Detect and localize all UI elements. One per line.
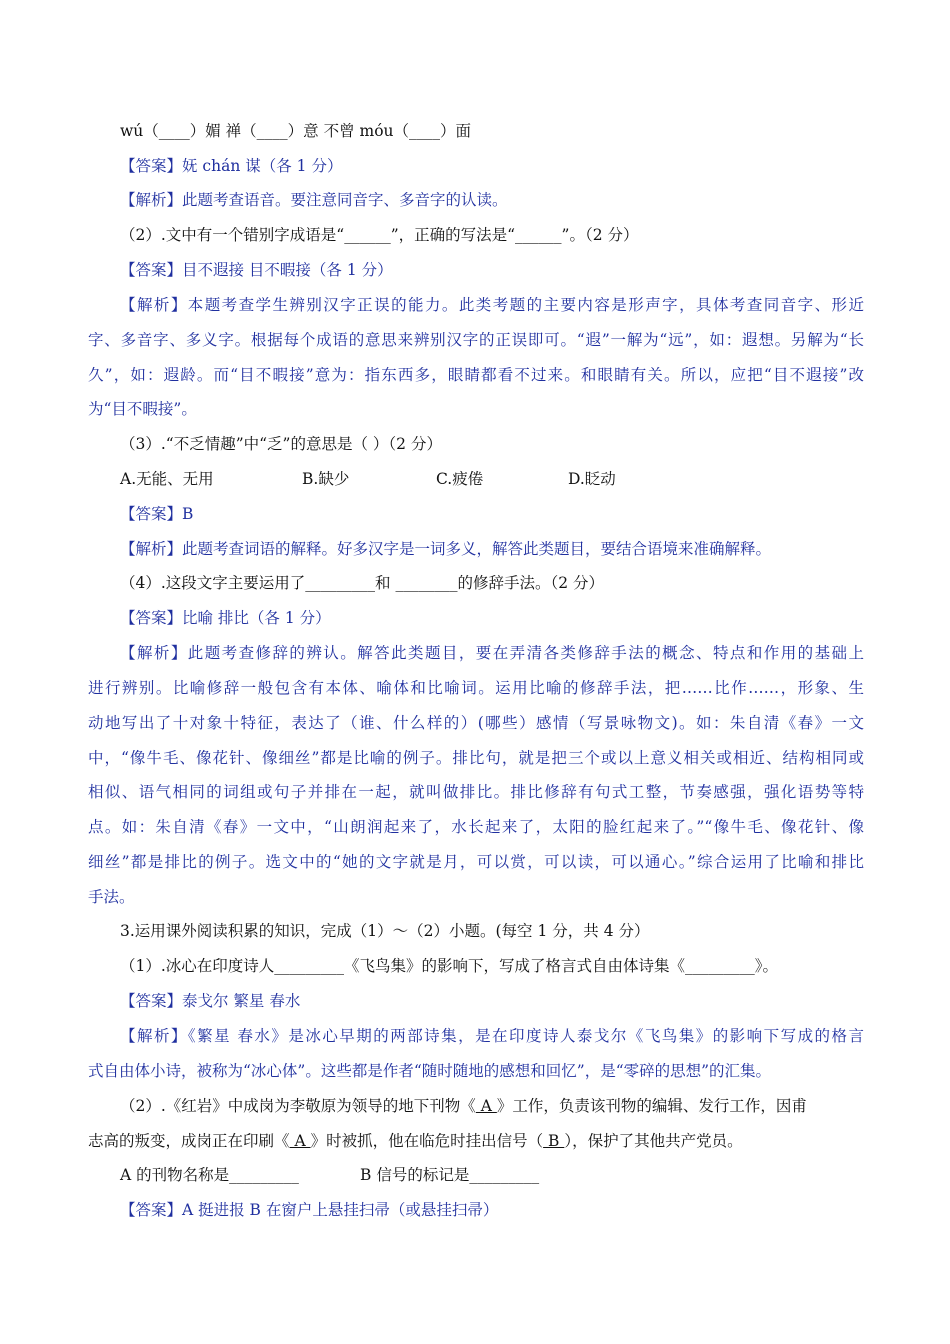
option-a: A.无能、无用 (120, 470, 214, 488)
analysis-line: 进行辨别。比喻修辞一般包含有本体、喻体和比喻词。运用比喻的修辞手法，把……比作……，形象、生 (88, 679, 864, 697)
analysis-line: 点。如：朱自清《春》一文中，“山朗润起来了，水长起来了，太阳的脸红起来了。”“像牛毛、像花针、像 (88, 818, 864, 836)
analysis-line: 手法。 (88, 888, 135, 906)
analysis-line: 字、多音字、多义字。根据每个成语的意思来辨别汉字的正误即可。“遐”一解为“远”，如：遐想。另解为“长 (88, 331, 864, 349)
question-3-line: （3）.“不乏情趣”中“乏”的意思是（ ）（2 分） (120, 435, 442, 453)
analysis-line: 【解析】此题考查词语的解释。好多汉字是一词多义，解答此类题目，要结合语境来准确解释。 (120, 540, 772, 558)
blank-a: A (475, 1097, 497, 1115)
answer-line: 【答案】目不遐接 目不暇接（各 1 分） (120, 261, 393, 279)
question-2-line: （2）.文中有一个错别字成语是“______”，正确的写法是“______”。（2 分） (120, 226, 639, 244)
analysis-line: 【解析】此题考查语音。要注意同音字、多音字的认读。 (120, 191, 508, 209)
analysis-line: 为“目不暇接”。 (88, 400, 197, 418)
answer-line: 【答案】妩 chán 谋（各 1 分） (120, 157, 343, 175)
question-3-2-line (120, 1096, 864, 1116)
analysis-line: 相似、语气相同的词组或句子并排在一起，就叫做排比。排比修辞有句式工整，节奏感强，强化语势等特 (88, 783, 864, 801)
question-text: ），保护了其他共产党员。 (564, 1132, 743, 1150)
option-d: D.眨动 (568, 470, 616, 488)
analysis-line: 式自由体小诗，被称为“冰心体”。这些都是作者“随时随地的感想和回忆”，是“零碎的思想”的汇集。 (88, 1062, 772, 1080)
blank-a: A (289, 1132, 311, 1150)
answer-line: 【答案】比喻 排比（各 1 分） (120, 609, 331, 627)
analysis-line: 中，“像牛毛、像花针、像细丝”都是比喻的例子。排比句，就是把三个或以上意义相关或相近、结构相同或 (88, 749, 864, 767)
blank-b: B (543, 1132, 565, 1150)
analysis-line: 动地写出了十对象十特征，表达了（谁、什么样的）(哪些）感情（写景咏物文)。如：朱自清《春》一文 (88, 714, 864, 732)
question-pinyin-line: wú（____）媚 禅（____）意 不曾 móu（____）面 (120, 122, 472, 140)
answer-line: 【答案】泰戈尔 繁星 春水 (120, 992, 301, 1010)
analysis-line: 【解析】本题考查学生辨别汉字正误的能力。此类考题的主要内容是形声字，具体考查同音字、形近 (120, 296, 864, 314)
section-3-heading: 3.运用课外阅读积累的知识，完成（1）～（2）小题。(每空 1 分，共 4 分） (120, 922, 650, 940)
question-text: 》工作，负责该刊物的编辑、发行工作，因甫 (496, 1097, 807, 1115)
analysis-line: 【解析】《繁星 春水》是冰心早期的两部诗集，是在印度诗人泰戈尔《飞鸟集》的影响下写成的格言 (120, 1027, 864, 1045)
question-text: 志高的叛变，成岗正在印刷《 (88, 1132, 290, 1150)
question-text: （2）.《红岩》中成岗为李敬原为领导的地下刊物《 (120, 1097, 476, 1115)
analysis-line: 【解析】此题考查修辞的辨认。解答此类题目，要在弄清各类修辞手法的概念、特点和作用的基础上 (120, 644, 864, 662)
blank-a-prompt: A 的刊物名称是_________ (120, 1166, 299, 1184)
answer-line: 【答案】B (120, 505, 194, 523)
analysis-line: 久”，如：遐龄。而“目不暇接”意为：指东西多，眼睛都看不过来。和眼睛有关。所以，应把“目不遐接”改 (88, 366, 864, 384)
question-text: 》时被抓，他在临危时挂出信号（ (310, 1132, 544, 1150)
question-3-2-line (88, 1131, 864, 1151)
analysis-line: 细丝”都是排比的例子。选文中的“她的文字就是月，可以赏，可以读，可以通心。”综合运用了比喻和排比 (88, 853, 864, 871)
option-b: B.缺少 (302, 470, 350, 488)
option-c: C.疲倦 (436, 470, 484, 488)
question-4-line: （4）.这段文字主要运用了_________和 ________的修辞手法。（2 分） (120, 574, 605, 592)
blank-b-prompt: B 信号的标记是_________ (360, 1166, 540, 1184)
question-3-1-line: （1）.冰心在印度诗人_________《飞鸟集》的影响下，写成了格言式自由体诗集《_________》。 (120, 957, 779, 975)
answer-line: 【答案】A 挺进报 B 在窗户上悬挂扫帚（或悬挂扫帚） (120, 1201, 499, 1219)
